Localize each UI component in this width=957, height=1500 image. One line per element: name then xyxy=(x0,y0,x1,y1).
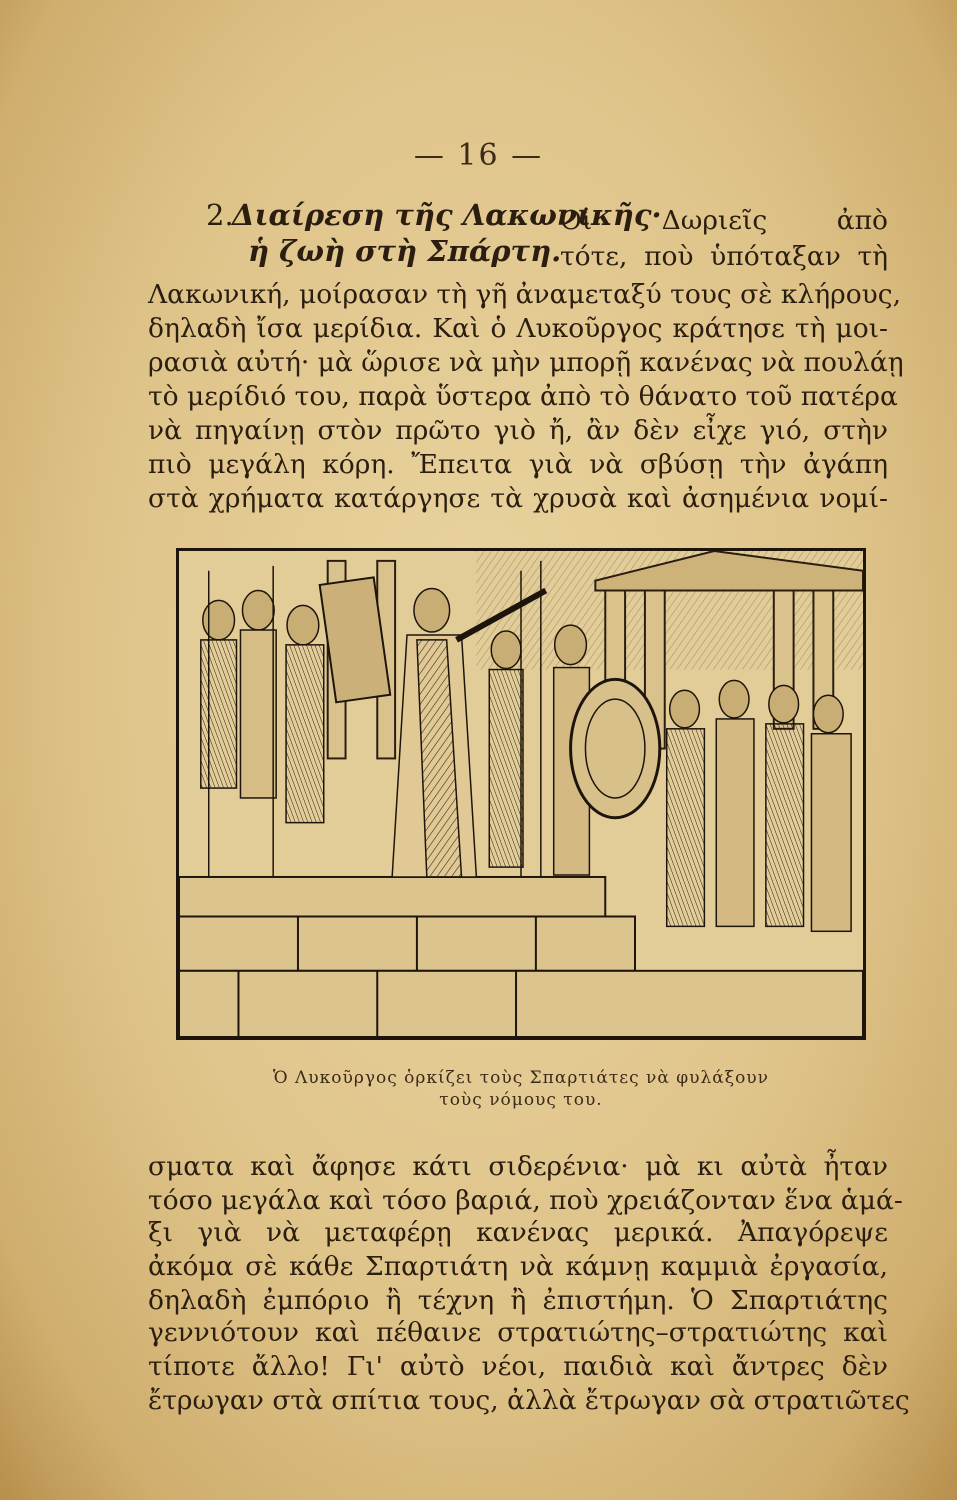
text-line: δηλαδὴ ἴσα μερίδια. Καὶ ὁ Λυκοῦργος κράτησε τὴ μοι- xyxy=(148,313,888,344)
text-line: τὸ μερίδιό του, παρὰ ὕστερα ἀπὸ τὸ θάνατο τοῦ πατέρα xyxy=(148,381,898,412)
section-title-line1: Διαίρεση τῆς Λακωνικῆς· xyxy=(232,198,662,232)
text-line: ξι γιὰ νὰ μεταφέρῃ κανένας μερικά. Ἀπαγόρεψε xyxy=(148,1217,888,1248)
text-line: στὰ χρήματα κατάργησε τὰ χρυσὰ καὶ ἀσημένια νομί- xyxy=(148,483,888,514)
text-line: σματα καὶ ἄφησε κάτι σιδερένια· μὰ κι αὐτὰ ἦταν xyxy=(148,1151,888,1182)
text-line: νὰ πηγαίνῃ στὸν πρῶτο γιὸ ἤ, ἂν δὲν εἶχε γιό, στὴν xyxy=(148,415,888,446)
section-title-line2: ἡ ζωὴ στὴ Σπάρτη. xyxy=(248,234,562,268)
engraving-drawing xyxy=(179,551,863,1037)
text-line: τίποτε ἄλλο! Γι' αὐτὸ νέοι, παιδιὰ καὶ ἄντρες δὲν xyxy=(148,1351,888,1382)
text-line: ἔτρωγαν στὰ σπίτια τους, ἀλλὰ ἔτρωγαν σὰ στρατιῶτες xyxy=(148,1385,910,1416)
text-line: γεννιότουν καὶ πέθαινε στρατιώτης–στρατιώτης καὶ xyxy=(148,1317,888,1348)
text-line: ἀκόμα σὲ κάθε Σπαρτιάτη νὰ κάμνῃ καμμιὰ ἐργασία, xyxy=(148,1251,888,1282)
illustration-caption-line1: Ὁ Λυκοῦργος ὁρκίζει τοὺς Σπαρτιάτες νὰ φυλάξουν xyxy=(273,1068,769,1088)
illustration-caption-line2: τοὺς νόμους του. xyxy=(439,1090,603,1110)
text-line: Οἱ Δωριεῖς ἀπὸ xyxy=(560,205,888,236)
text-line: Λακωνική, μοίρασαν τὴ γῆ ἀναμεταξύ τους σὲ κλήρους, xyxy=(148,279,902,310)
text-line: πιὸ μεγάλη κόρη. Ἔπειτα γιὰ νὰ σβύσῃ τὴν ἀγάπη xyxy=(148,449,888,480)
page-number: — 16 — xyxy=(413,138,544,173)
engraving-illustration xyxy=(176,548,866,1040)
text-line: τότε, ποὺ ὑπόταξαν τὴ xyxy=(560,241,888,272)
text-line: δηλαδὴ ἐμπόριο ἢ τέχνη ἢ ἐπιστήμη. Ὁ Σπαρτιάτης xyxy=(148,1285,888,1316)
text-line: τόσο μεγάλα καὶ τόσο βαριά, ποὺ χρειάζονταν ἕνα ἁμά- xyxy=(148,1185,903,1216)
section-number: 2. xyxy=(206,198,234,232)
round-shield xyxy=(571,679,660,817)
text-line: ρασιὰ αὐτή· μὰ ὥρισε νὰ μὴν μπορῇ κανένας νὰ πουλάῃ xyxy=(148,347,904,378)
